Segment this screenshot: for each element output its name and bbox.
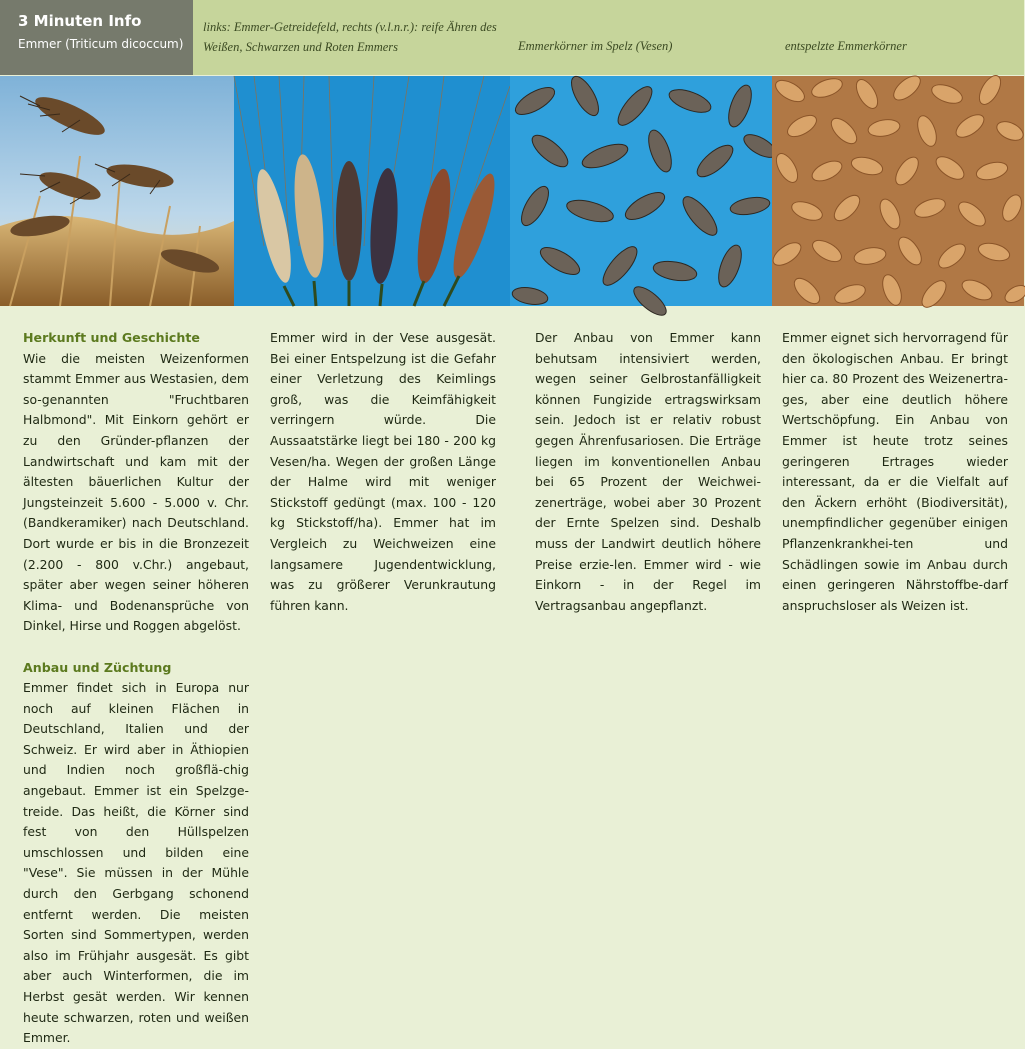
page-subtitle: Emmer (Triticum dicoccum) [18, 37, 184, 51]
page-title: 3 Minuten Info [18, 12, 142, 30]
paragraph-anbau-4: Emmer eignet sich hervorragend für den ökologischen Anbau. Er bringt hier ca. 80 Prozent des Weizenertra-ges, aber eine deutlich höhere Wertschöpfung. Ein Anbau von Emmer ist heute trotz seines geringeren Ertrages wieder interessant, da er die Vielfalt auf den Äckern erhöht (Biodiversität), unempfindlicher gegenüber einigen Pflanzenkrankhei-ten und Schädlingen sowie im Anbau durch einen geringeren Nährstoffbe-darf anspruchsloser als Weizen ist. [782, 330, 1008, 613]
caption-fields: links: Emmer-Getreidefeld, rechts (v.l.n.r.): reife Ähren des Weißen, Schwarzen und Roten Emmers [203, 20, 497, 54]
emmer-ears-photo [234, 76, 510, 306]
paragraph-anbau-1: Emmer findet sich in Europa nur noch auf kleinen Flächen in Deutschland, Italien und der Schweiz. Er wird aber in Äthiopien und Indien noch großflä-chig angebaut. Emmer ist ein Spelzge-treide. Das heißt, die Körner sind fest von den Hüllspelzen umschlossen und bilden eine "Vese". Sie müssen in der Mühle durch den Gerbgang schonend entfernt werden. Die meisten Sorten sind Sommertypen, werden also im Frühjahr ausgesät. Es gibt aber auch Winterformen, die im Herbst gesät werden. Wir kennen heute schwarzen, roten und weißen Emmer. [23, 680, 249, 1046]
text-column-2 [270, 328, 496, 616]
title-box [0, 0, 193, 75]
text-column-4 [782, 328, 1008, 616]
heading-herkunft: Herkunft und Geschichte [23, 330, 200, 345]
text-column-1 [23, 328, 249, 1049]
caption-dehulled-grains: entspelzte Emmerkörner [785, 39, 907, 53]
paragraph-anbau-3: Der Anbau von Emmer kann behutsam intensiviert werden, wegen seiner Gelbrostanfälligkeit können Fungizide ertragswirksam sein. Jedoch ist er relativ robust gegen Ährenfusariosen. Die Erträge liegen im konventionellen Anbau bei 65 Prozent der Weichwei-zenerträge, wobei aber 30 Prozent der Ernte Spelzen sind. Deshalb muss der Landwirt deutlich höhere Preise erzie-len. Emmer wird - wie Einkorn - in der Regel im Vertragsanbau angepflanzt. [535, 330, 761, 613]
caption-band [193, 0, 1024, 75]
paragraph-anbau-2: Emmer wird in der Vese ausgesät. Bei einer Entspelzung ist die Gefahr einer Verletzung des Keimlings groß, was die Keimfähigkeit verringern würde. Die Aussaatstärke liegt bei 180 - 200 kg Vesen/ha. Wegen der großen Länge der Halme wird mit weniger Stickstoff gedüngt (max. 100 - 120 kg Stickstoff/ha). Emmer hat im Vergleich zu Weichweizen eine langsamere Jugendentwicklung, was zu größerer Verunkrautung führen kann. [270, 330, 496, 613]
caption-hulled-grains: Emmerkörner im Spelz (Vesen) [518, 39, 673, 53]
heading-anbau: Anbau und Züchtung [23, 659, 172, 675]
text-column-3 [535, 328, 761, 616]
hulled-grains-photo [510, 76, 772, 306]
wheat-field-photo [0, 76, 234, 306]
dehulled-grains-photo [772, 76, 1024, 306]
paragraph-herkunft: Wie die meisten Weizenformen stammt Emmer aus Westasien, dem so-genannten "Fruchtbaren Halbmond". Mit Einkorn gehört er zu den Gründer-pflanzen der Landwirtschaft und kam mit der ältesten bäuerlichen Kultur der Jungsteinzeit 5.600 - 5.000 v. Chr. (Bandkeramiker) nach Deutschland. Dort wurde er bis in die Bronzezeit (2.200 - 800 v.Chr.) angebaut, später aber wegen seiner höheren Klima- und Bodenansprüche von Dinkel, Hirse und Roggen abgelöst. [23, 350, 249, 634]
